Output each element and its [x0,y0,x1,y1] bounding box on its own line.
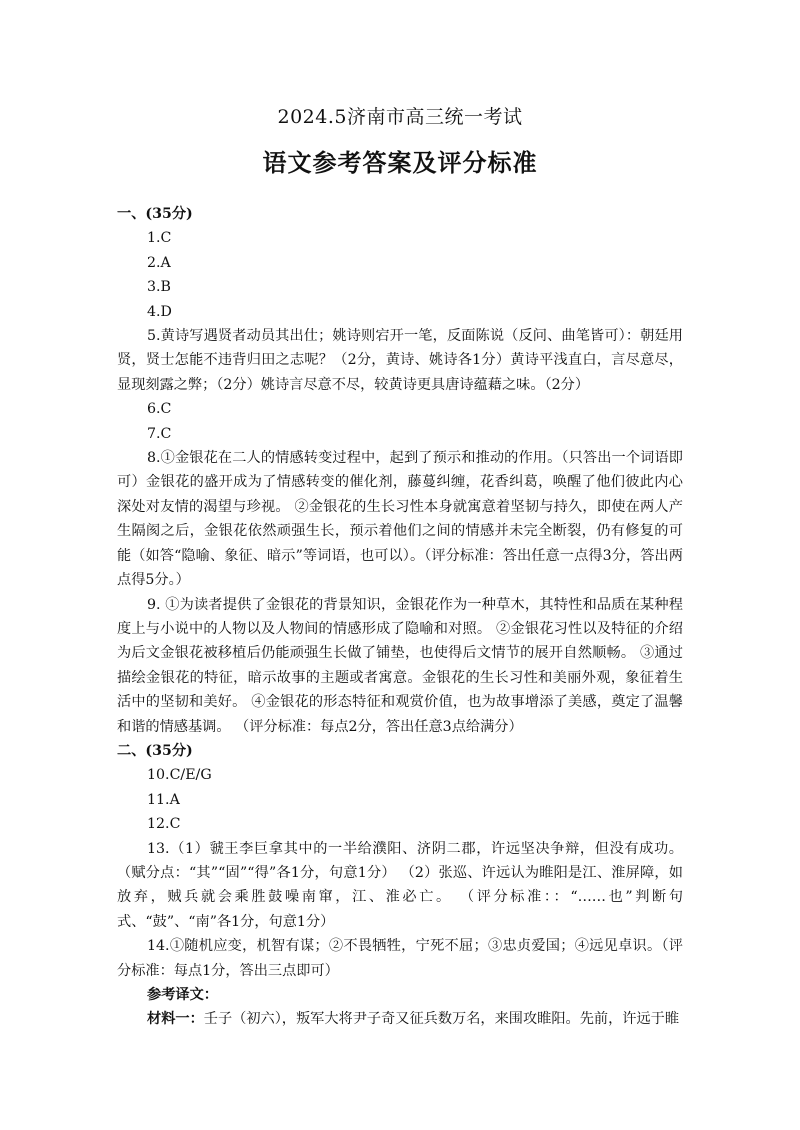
answer-content [117,202,683,1032]
answer-12: 12.C [147,816,181,833]
answer-1: 1.C [147,230,172,247]
answer-6: 6.C [147,401,172,418]
document-title: 语文参考答案及评分标准 [262,148,538,177]
material-one-label: 材料一： [147,1011,204,1028]
answer-5: 5.黄诗写遇贤者动员其出仕；姚诗则宕开一笔，反面陈说（反问、曲笔皆可）：朝廷用贤，贤士怎能不违背归田之志呢？（2分，黄诗、姚诗各1分）黄诗平浅直白，言尽意尽，显现刻露之弊；（2分）姚诗言尽意不尽，较黄诗更具唐诗蕴藉之味。（2分） [117,328,683,393]
answer-11: 11.A [147,791,180,808]
material-one [117,1007,683,1031]
section-2-heading: 二、(35分) [117,742,193,759]
answer-13: 13.（1）虢王李巨拿其中的一半给濮阳、济阴二郡，许远坚决争辩，但没有成功。 （赋分点：“其”“固”“得”各1分，句意1分） （2）张巡、许远认为睢阳是江、淮屏障，如放弃，贼兵就会乘胜鼓噪南窜，江、淮必亡。 （评分标准：：“……也”判断句式、“鼓”、“南”各1分，句意1分） [117,840,683,930]
answer-7: 7.C [147,425,172,442]
answer-9: 9. ①为读者提供了金银花的背景知识，金银花作为一种草木，其特性和品质在某种程度上与小说中的人物以及人物间的情感形成了隐喻和对照。 ②金银花习性以及特征的介绍为后文金银花被移植后仍能顽强生长做了铺垫，也使得后文情节的展开自然顺畅。 ③通过描绘金银花的特征，暗示故事的主题或者寓意。金银花的生长习性和美丽外观，象征着生活中的坚韧和美好。 ④金银花的形态特征和观赏价值，也为故事增添了美感，奠定了温馨和谐的情感基调。 （评分标准：每点2分，答出任意3点给满分） [117,596,683,735]
material-one-text: 壬子（初六），叛军大将尹子奇又征兵数万名，来围攻睢阳。先前，许远于睢 [203,1011,680,1028]
answer-4: 4.D [147,303,172,320]
answer-3: 3.B [147,279,171,296]
answer-2: 2.A [147,254,171,271]
reference-translation-label: 参考译文： [147,987,218,1003]
section-1-heading: 一、(35分) [117,206,193,222]
exam-title: 2024.5济南市高三统一考试 [277,106,523,128]
answer-10: 10.C/E/G [147,767,212,784]
answer-8: 8.①金银花在二人的情感转变过程中，起到了预示和推动的作用。（只答出一个词语即可）金银花的盛开成为了情感转变的催化剂，藤蔓纠缠，花香纠葛，唤醒了他们彼此内心深处对友情的渴望与珍视。 ②金银花的生长习性本身就寓意着坚韧与持久，即使在两人产生隔阂之后，金银花依然顽强生长，预示着他们之间的情感并未完全断裂，仍有修复的可能（如答“隐喻、象征、暗示”等词语，也可以）。（评分标准：答出任意一点得3分，答出两点得5分。） [117,450,683,589]
answer-14: 14.①随机应变，机智有谋；②不畏牺牲，宁死不屈；③忠贞爱国；④远见卓识。（评分标准：每点1分，答出三点即可） [117,938,683,979]
